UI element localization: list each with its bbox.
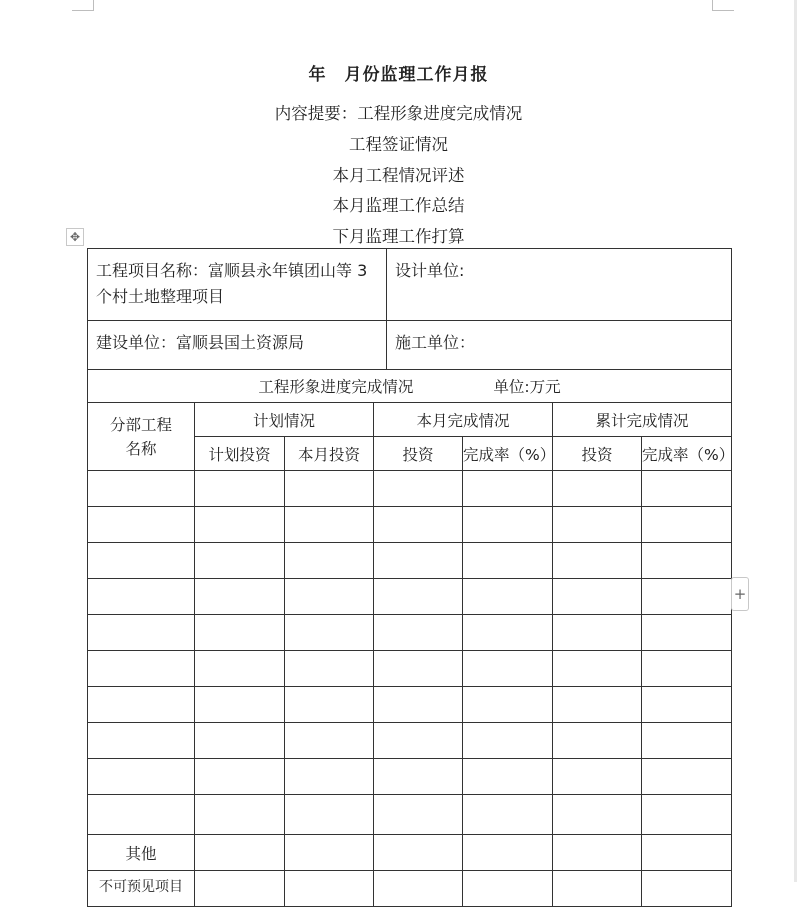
table-cell[interactable] bbox=[463, 835, 553, 871]
table-row-unforeseen bbox=[88, 871, 732, 907]
table-cell[interactable] bbox=[553, 471, 642, 507]
construction-owner-cell[interactable]: 建设单位：富顺县国土资源局 bbox=[88, 321, 387, 370]
table-cell[interactable] bbox=[374, 651, 463, 687]
table-cell[interactable] bbox=[642, 835, 732, 871]
table-cell[interactable] bbox=[195, 759, 285, 795]
progress-table bbox=[87, 369, 735, 907]
table-cell[interactable] bbox=[642, 615, 732, 651]
table-cell[interactable] bbox=[285, 651, 374, 687]
table-row-other bbox=[88, 835, 732, 871]
table-cell[interactable] bbox=[195, 651, 285, 687]
table-row bbox=[88, 615, 732, 651]
table-cell[interactable] bbox=[553, 871, 642, 907]
table-cell[interactable] bbox=[88, 795, 195, 835]
table-cell[interactable] bbox=[463, 579, 553, 615]
table-cell[interactable] bbox=[285, 471, 374, 507]
table-cell[interactable] bbox=[88, 471, 195, 507]
table-cell[interactable] bbox=[285, 543, 374, 579]
table-cell[interactable] bbox=[374, 835, 463, 871]
table-cell[interactable] bbox=[463, 723, 553, 759]
progress-unit: 单位:万元 bbox=[493, 378, 561, 396]
table-cell[interactable] bbox=[285, 871, 374, 907]
summary-line-5: 下月监理工作打算 bbox=[332, 227, 465, 246]
table-cell[interactable] bbox=[285, 687, 374, 723]
other-label-cell[interactable]: 其他 bbox=[88, 835, 195, 871]
table-cell[interactable] bbox=[195, 795, 285, 835]
table-cell[interactable] bbox=[553, 759, 642, 795]
crop-mark-top-right bbox=[712, 0, 734, 11]
table-cell[interactable] bbox=[195, 507, 285, 543]
table-cell[interactable] bbox=[463, 871, 553, 907]
table-cell[interactable] bbox=[642, 871, 732, 907]
table-cell[interactable] bbox=[195, 471, 285, 507]
table-cell[interactable] bbox=[374, 687, 463, 723]
table-cell[interactable] bbox=[88, 651, 195, 687]
item-name-header: 分部工程名称 bbox=[88, 403, 195, 471]
table-row bbox=[88, 579, 732, 615]
total-invest-header: 投资 bbox=[553, 437, 642, 471]
table-cell[interactable] bbox=[195, 723, 285, 759]
table-cell[interactable] bbox=[553, 507, 642, 543]
plan-group-header: 计划情况 bbox=[195, 403, 374, 437]
table-cell[interactable] bbox=[553, 651, 642, 687]
table-cell[interactable] bbox=[285, 723, 374, 759]
unforeseen-label-cell[interactable]: 不可预见项目 bbox=[88, 871, 195, 907]
table-cell[interactable] bbox=[642, 723, 732, 759]
table-cell[interactable] bbox=[463, 651, 553, 687]
table-cell[interactable] bbox=[642, 543, 732, 579]
table-row bbox=[88, 543, 732, 579]
table-cell[interactable] bbox=[374, 471, 463, 507]
design-unit-cell[interactable]: 设计单位: bbox=[387, 249, 732, 321]
table-cell[interactable] bbox=[88, 615, 195, 651]
table-cell[interactable] bbox=[88, 507, 195, 543]
table-cell[interactable] bbox=[642, 687, 732, 723]
table-row bbox=[88, 687, 732, 723]
crop-mark-top-left bbox=[72, 0, 94, 11]
table-cell[interactable] bbox=[642, 471, 732, 507]
table-cell[interactable] bbox=[642, 795, 732, 835]
table-cell[interactable] bbox=[553, 795, 642, 835]
table-cell[interactable] bbox=[553, 835, 642, 871]
table-cell[interactable] bbox=[285, 795, 374, 835]
table-cell[interactable] bbox=[374, 795, 463, 835]
table-row bbox=[88, 759, 732, 795]
table-cell[interactable] bbox=[88, 687, 195, 723]
add-row-plus-icon[interactable]: + bbox=[731, 577, 749, 611]
month-invest-header: 本月投资 bbox=[285, 437, 374, 471]
table-cell[interactable] bbox=[374, 543, 463, 579]
table-cell[interactable] bbox=[88, 543, 195, 579]
total-group-header: 累计完成情况 bbox=[553, 403, 732, 437]
table-cell[interactable] bbox=[285, 759, 374, 795]
table-row bbox=[88, 507, 732, 543]
table-cell[interactable] bbox=[374, 579, 463, 615]
table-row bbox=[88, 723, 732, 759]
table-cell[interactable] bbox=[642, 759, 732, 795]
table-cell[interactable] bbox=[195, 543, 285, 579]
table-cell[interactable] bbox=[195, 579, 285, 615]
table-cell[interactable] bbox=[374, 759, 463, 795]
table-cell[interactable] bbox=[88, 579, 195, 615]
table-cell[interactable] bbox=[195, 835, 285, 871]
table-cell[interactable] bbox=[463, 471, 553, 507]
table-row bbox=[88, 471, 732, 507]
table-cell[interactable] bbox=[553, 615, 642, 651]
plan-invest-header: 计划投资 bbox=[195, 437, 285, 471]
table-cell[interactable] bbox=[553, 543, 642, 579]
project-info-table bbox=[87, 248, 732, 370]
table-cell[interactable] bbox=[195, 871, 285, 907]
table-cell[interactable] bbox=[285, 579, 374, 615]
table-cell[interactable] bbox=[553, 579, 642, 615]
table-cell[interactable] bbox=[642, 507, 732, 543]
table-cell[interactable] bbox=[463, 687, 553, 723]
month-rate-header: 完成率（%） bbox=[463, 437, 553, 471]
table-cell[interactable] bbox=[285, 507, 374, 543]
table-cell[interactable] bbox=[88, 723, 195, 759]
table-cell[interactable] bbox=[463, 795, 553, 835]
project-name-cell[interactable]: 工程项目名称：富顺县永年镇团山等 3 个村土地整理项目 bbox=[88, 249, 387, 321]
table-cell[interactable] bbox=[374, 507, 463, 543]
progress-heading-cell bbox=[88, 370, 732, 403]
table-cell[interactable] bbox=[553, 687, 642, 723]
table-cell[interactable] bbox=[642, 579, 732, 615]
table-cell[interactable] bbox=[374, 871, 463, 907]
table-cell[interactable] bbox=[463, 543, 553, 579]
table-cell[interactable] bbox=[374, 615, 463, 651]
summary-line-3: 本月工程情况评述 bbox=[332, 166, 465, 185]
table-cell[interactable] bbox=[195, 615, 285, 651]
month-group-header: 本月完成情况 bbox=[374, 403, 553, 437]
report-title: 年 月份监理工作月报 bbox=[308, 65, 489, 85]
summary-line-2: 工程签证情况 bbox=[349, 135, 448, 154]
progress-heading: 工程形象进度完成情况 bbox=[258, 378, 414, 396]
table-cell[interactable] bbox=[285, 615, 374, 651]
summary-line-1: 内容提要：工程形象进度完成情况 bbox=[274, 104, 523, 123]
summary-line-4: 本月监理工作总结 bbox=[332, 196, 465, 215]
table-cell[interactable] bbox=[463, 759, 553, 795]
table-cell[interactable] bbox=[88, 759, 195, 795]
table-cell[interactable] bbox=[285, 835, 374, 871]
table-move-handle-icon[interactable]: ✥ bbox=[66, 228, 84, 246]
table-cell[interactable] bbox=[642, 651, 732, 687]
month-invest-amount-header: 投资 bbox=[374, 437, 463, 471]
table-cell[interactable] bbox=[463, 615, 553, 651]
table-row bbox=[88, 795, 732, 835]
total-rate-header: 完成率（%） bbox=[642, 437, 732, 471]
table-row bbox=[88, 651, 732, 687]
table-cell[interactable] bbox=[374, 723, 463, 759]
table-cell[interactable] bbox=[195, 687, 285, 723]
table-cell[interactable] bbox=[553, 723, 642, 759]
contractor-cell[interactable]: 施工单位： bbox=[387, 321, 732, 370]
table-cell[interactable] bbox=[463, 507, 553, 543]
